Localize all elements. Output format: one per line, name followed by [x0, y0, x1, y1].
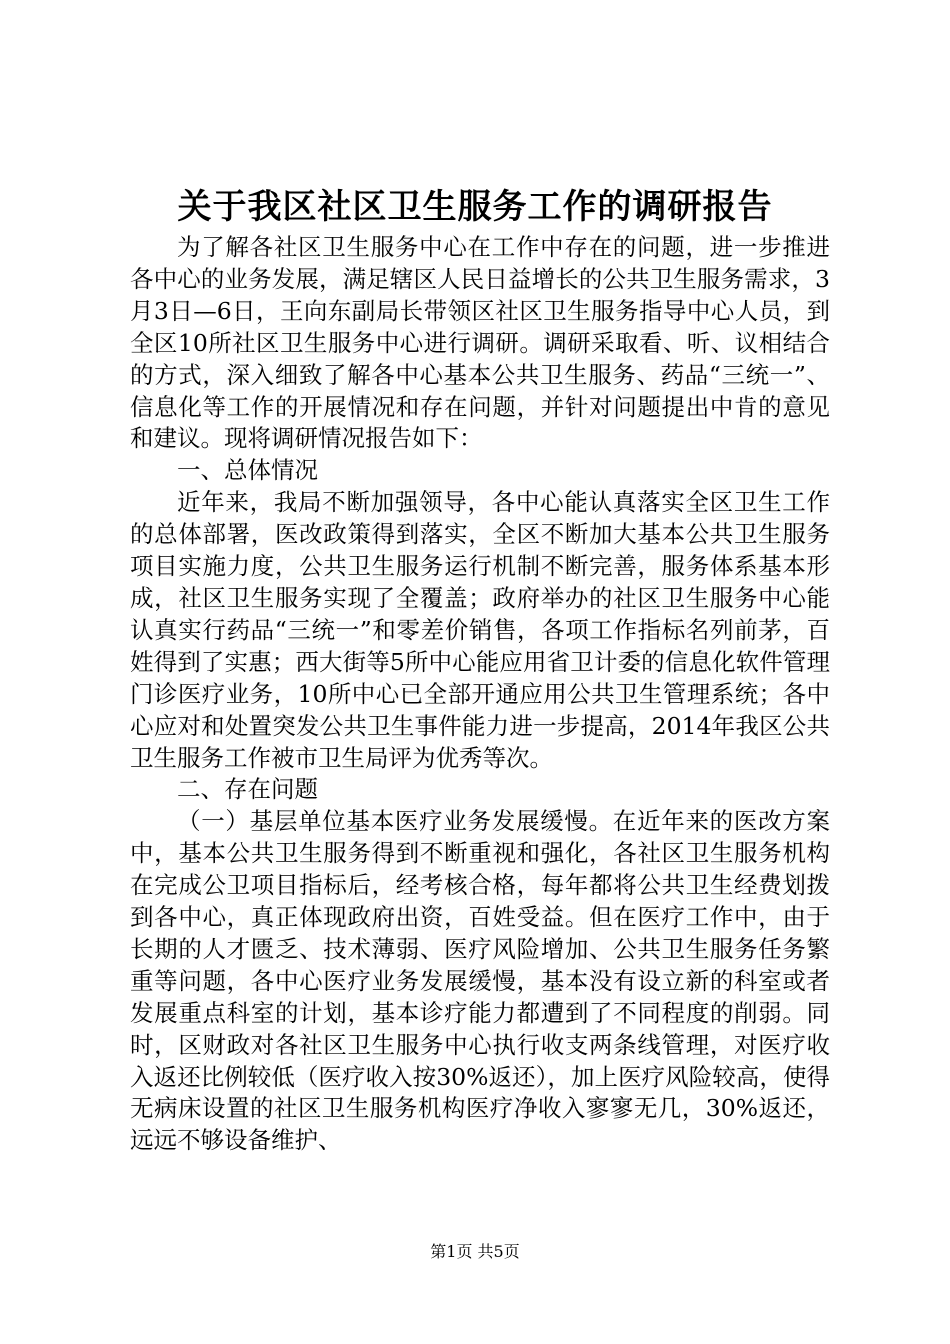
page-footer: 第1页 共5页 [430, 1242, 520, 1261]
paragraph-problem-1: （一）基层单位基本医疗业务发展缓慢。在近年来的医改方案中，基本公共卫生服务得到不断重视和强化，各社区卫生服务机构在完成公卫项目指标后，经考核合格，每年都将公共卫生经费划拨到各中心，真正体现政府出资，百姓受益。但在医疗工作中，由于长期的人才匮乏、技术薄弱、医疗风险增加、公共卫生服务任务繁重等问题，各中心医疗业务发展缓慢，基本没有设立新的科室或者发展重点科室的计划，基本诊疗能力都遭到了不同程度的削弱。同时，区财政对各社区卫生服务中心执行收支两条线管理，对医疗收入返还比例较低（医疗收入按30%返还），加上医疗风险较高，使得无病床设置的社区卫生服务机构医疗净收入寥寥无几，30%返还，远远不够设备维护、 [130, 807, 830, 1155]
document-title: 关于我区社区卫生服务工作的调研报告 [177, 187, 773, 227]
section-heading-problems: 二、存在问题 [177, 775, 318, 804]
paragraph-intro: 为了解各社区卫生服务中心在工作中存在的问题，进一步推进各中心的业务发展，满足辖区人民日益增长的公共卫生服务需求，3月3日—6日，王向东副局长带领区社区卫生服务指导中心人员，到全区10所社区卫生服务中心进行调研。调研采取看、听、议相结合的方式，深入细致了解各中心基本公共卫生服务、药品“三统一”、信息化等工作的开展情况和存在问题，并针对问题提出中肯的意见和建议。现将调研情况报告如下： [130, 233, 830, 453]
document-body [130, 232, 830, 1157]
section-heading-overview: 一、总体情况 [177, 456, 318, 485]
paragraph-overview: 近年来，我局不断加强领导，各中心能认真落实全区卫生工作的总体部署，医改政策得到落实，全区不断加大基本公共卫生服务项目实施力度，公共卫生服务运行机制不断完善，服务体系基本形成，社区卫生服务实现了全覆盖；政府举办的社区卫生服务中心能认真实行药品“三统一”和零差价销售，各项工作指标名列前茅，百姓得到了实惠；西大街等5所中心能应用省卫计委的信息化软件管理门诊医疗业务，10所中心已全部开通应用公共卫生管理系统；各中心应对和处置突发公共卫生事件能力进一步提高，2014年我区公共卫生服务工作被市卫生局评为优秀等次。 [130, 488, 830, 772]
